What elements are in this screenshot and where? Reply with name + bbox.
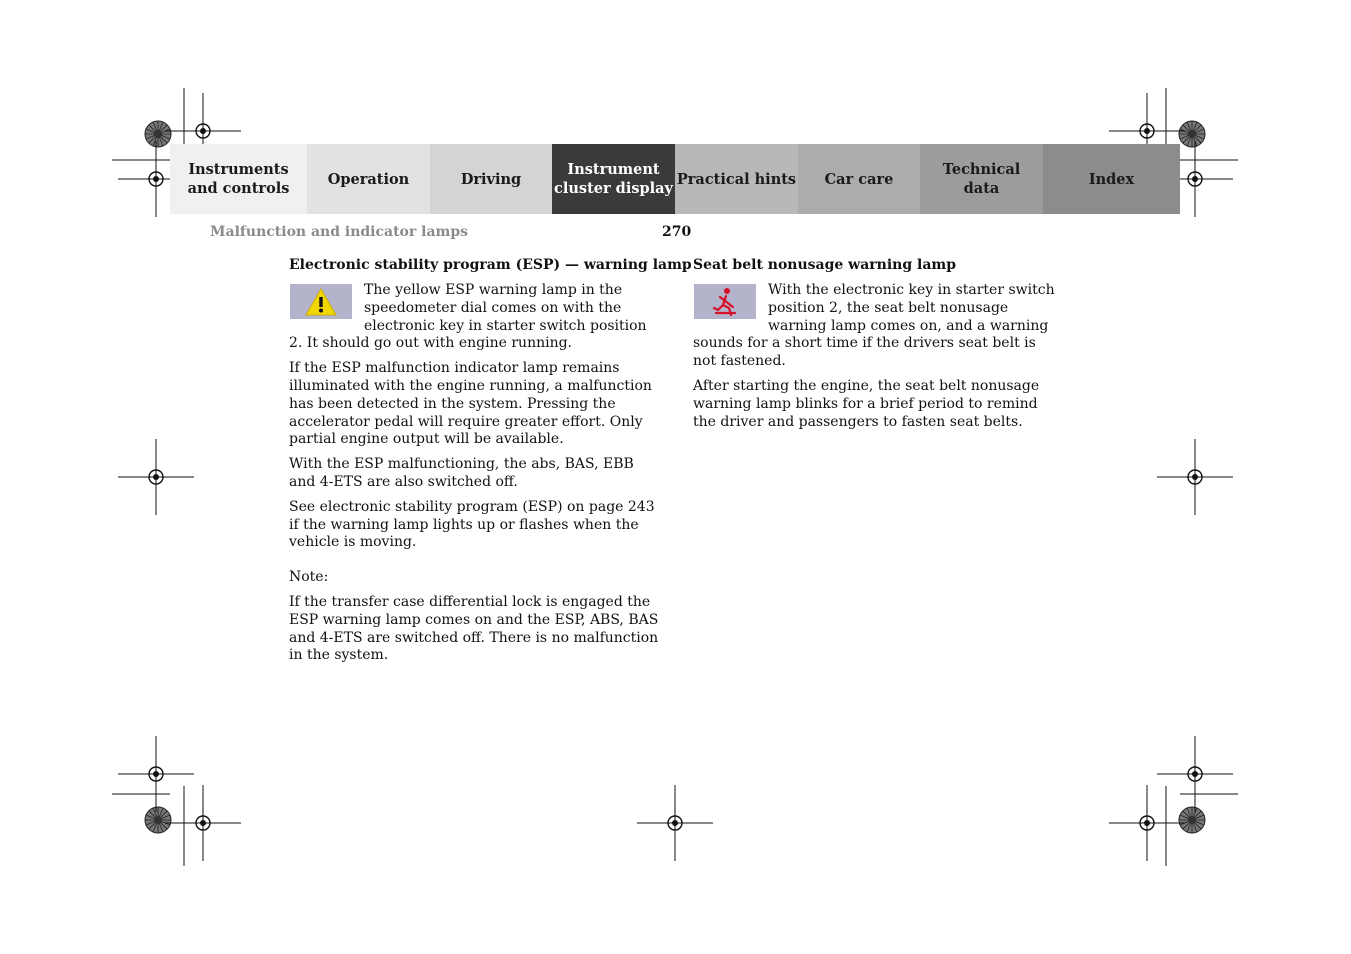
tab-instrument-cluster-display[interactable]: Instrument cluster display xyxy=(552,144,675,214)
tab-practical-hints[interactable]: Practical hints xyxy=(675,144,798,214)
tab-driving[interactable]: Driving xyxy=(430,144,552,214)
seatbelt-heading: Seat belt nonusage warning lamp xyxy=(693,257,957,273)
note-text: If the transfer case differential lock is engaged the ESP warning lamp comes on and the ESP, ABS, BAS and 4-ETS are switched off. There is no malfunction in the system. xyxy=(289,593,659,664)
esp-heading: Electronic stability program (ESP) — warning lamp xyxy=(289,257,692,273)
esp-section xyxy=(289,256,692,672)
chapter-tab-bar xyxy=(170,144,1180,214)
seatbelt-paragraph-1: After starting the engine, the seat belt nonusage warning lamp blinks for a brief period to remind the driver and passengers to fasten seat belts. xyxy=(693,377,1040,430)
esp-paragraph-3: See electronic stability program (ESP) on page 243 if the warning lamp lights up or flashes when the vehicle is moving. xyxy=(289,498,655,551)
tab-car-care[interactable]: Car care xyxy=(798,144,920,214)
seatbelt-section xyxy=(693,256,1063,438)
esp-paragraph-2: With the ESP malfunctioning, the abs, BAS, EBB and 4-ETS are also switched off. xyxy=(289,456,634,490)
warning-triangle-icon xyxy=(304,287,338,317)
seatbelt-warning-lamp xyxy=(694,284,756,319)
tab-index[interactable]: Index xyxy=(1043,144,1180,214)
page-number: 270 xyxy=(662,224,692,240)
tab-instruments-and-controls[interactable]: Instruments and controls xyxy=(170,144,307,214)
tab-technical-data[interactable]: Technical data xyxy=(920,144,1043,214)
esp-warning-lamp xyxy=(290,284,352,319)
seatbelt-intro-text: With the electronic key in starter switch position 2, the seat belt nonusage warning lamp comes on, and a warning sounds for a short time if the drivers seat belt is not fastened. xyxy=(693,282,1055,370)
section-title: Malfunction and indicator lamps xyxy=(210,224,469,240)
tab-operation[interactable]: Operation xyxy=(307,144,430,214)
esp-paragraph-1: If the ESP malfunction indicator lamp remains illuminated with the engine running, a malfunction has been detected in the system. Pressing the accelerator pedal will require greater effort. Only partial engine output will be available. xyxy=(289,360,652,448)
seatbelt-warning-icon xyxy=(709,286,741,318)
note-label: Note: xyxy=(289,569,329,586)
esp-intro-text: The yellow ESP warning lamp in the speedometer dial comes on with the electronic key in starter switch position 2. It should go out with engine running. xyxy=(289,282,647,352)
